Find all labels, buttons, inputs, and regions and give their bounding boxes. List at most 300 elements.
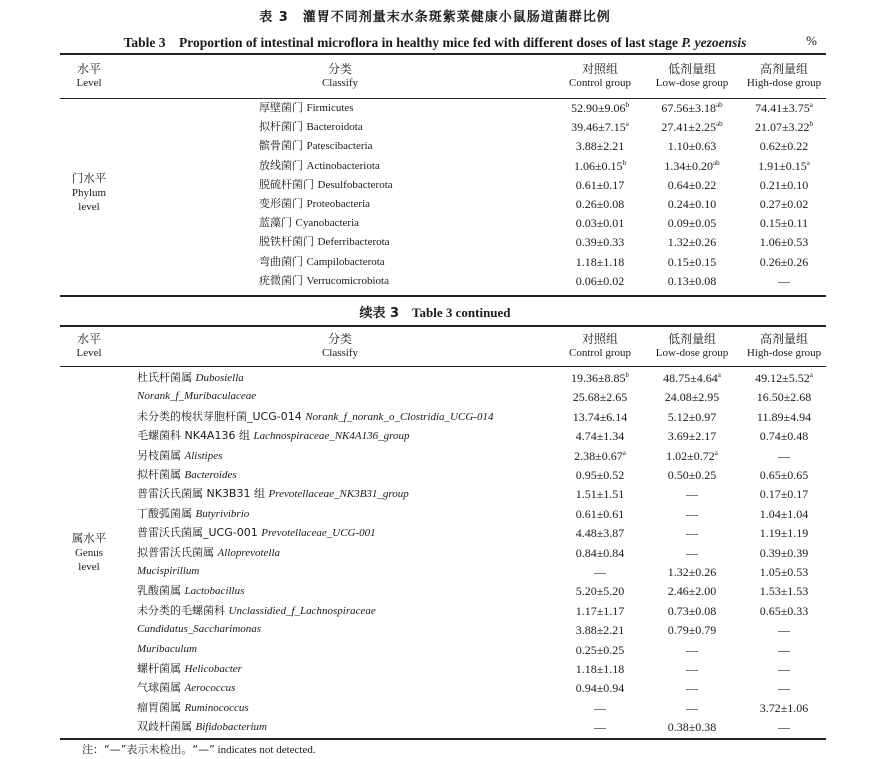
genus-high-6-value: 0.17±0.17	[759, 487, 809, 502]
continued-title-en: Table 3 continued	[412, 305, 511, 320]
genus-low-3	[647, 430, 737, 442]
genus-level-en2: level	[78, 561, 100, 573]
header-low	[647, 63, 737, 89]
phylum-control-3-significance: b	[622, 158, 627, 167]
genus-classify-latin-6: Prevotellaceae_NK3B31_group	[268, 488, 409, 501]
genus-high-1	[739, 391, 829, 403]
genus-high-12	[739, 605, 829, 617]
genus-control-6-value: 1.51±1.51	[575, 487, 625, 502]
genus-control-4	[557, 450, 643, 462]
header-high-cn: 高剂量组	[759, 62, 808, 76]
genus-classify-4	[137, 450, 222, 462]
phylum-high-3	[739, 160, 829, 172]
genus-low-4-significance: a	[714, 448, 718, 457]
phylum-control-3-value: 1.06±0.15	[573, 158, 623, 173]
continued-title-cn: 续表 3	[359, 306, 400, 321]
genus-classify-2	[137, 411, 493, 423]
continued-title	[0, 302, 870, 321]
genus-high-0	[739, 372, 829, 384]
phylum-classify-cn-4: 脱硫杆菌门	[259, 177, 318, 191]
genus-low-2-value: 5.12±0.97	[667, 409, 717, 424]
genus-low-13-value: 0.79±0.79	[667, 623, 717, 638]
phylum-low-1-value: 27.41±2.25	[661, 120, 716, 135]
genus-high-15-value: —	[778, 662, 790, 676]
genus-classify-3	[137, 430, 409, 442]
genus-low-15-value: —	[686, 662, 698, 676]
phylum-low-1	[647, 121, 737, 133]
header2-low	[647, 333, 737, 359]
genus-high-1-value: 16.50±2.68	[756, 390, 812, 405]
genus-classify-11	[137, 585, 244, 597]
genus-classify-14	[137, 644, 197, 655]
phylum-classify-8	[259, 256, 385, 268]
genus-classify-6	[137, 488, 409, 500]
genus-high-8-value: 1.19±1.19	[759, 526, 809, 541]
genus-control-7	[557, 508, 643, 520]
phylum-low-7-value: 1.32±0.26	[667, 235, 717, 250]
genus-low-1	[647, 391, 737, 403]
phylum-classify-0	[259, 102, 354, 114]
footnote-en: indicates not detected.	[214, 744, 316, 756]
phylum-low-6	[647, 217, 737, 229]
phylum-low-8-value: 0.15±0.15	[667, 254, 717, 269]
genus-classify-cn-0: 杜氏杆菌属	[137, 371, 196, 384]
phylum-high-0-value: 74.41±3.75	[755, 101, 810, 115]
genus-level-label	[58, 531, 120, 574]
phylum-control-1-significance: a	[625, 120, 629, 129]
genus-high-5	[739, 469, 829, 481]
genus-control-11	[557, 585, 643, 597]
genus-classify-latin-9: Alloprevotella	[217, 546, 281, 559]
genus-classify-cn-8: 普雷沃氏菌属_UCG-001	[137, 526, 262, 540]
genus-classify-cn-6: 普雷沃氏菌属 NK3B31 组	[137, 487, 269, 501]
header2-level-cn: 水平	[76, 332, 101, 346]
genus-high-7	[739, 508, 829, 520]
genus-control-3-value: 4.74±1.34	[575, 429, 625, 444]
phylum-level-en2: level	[78, 201, 100, 213]
genus-control-1-value: 25.68±2.65	[572, 390, 628, 405]
phylum-classify-cn-5: 变形菌门	[259, 197, 307, 210]
table-title-english-text: Table 3 Proportion of intestinal microflora in healthy mice fed with different doses of last stage	[123, 35, 682, 50]
genus-low-11	[647, 585, 737, 597]
genus-low-10-value: 1.32±0.26	[667, 565, 717, 579]
phylum-classify-latin-7: Deferribacterota	[317, 236, 390, 249]
phylum-control-1-value: 39.46±7.15	[571, 120, 626, 135]
phylum-low-9	[647, 275, 737, 287]
genus-low-4-value: 1.02±0.72	[666, 448, 715, 463]
genus-high-18-value: —	[778, 720, 790, 735]
phylum-control-1	[557, 121, 643, 133]
phylum-low-0-value: 67.56±3.18	[661, 101, 716, 115]
genus-classify-0	[137, 372, 244, 384]
genus-control-16-value: 0.94±0.94	[575, 681, 625, 696]
phylum-low-5	[647, 198, 737, 210]
phylum-classify-latin-6: Cyanobacteria	[295, 217, 360, 230]
genus-high-17-value: 3.72±1.06	[759, 700, 809, 715]
genus-high-7-value: 1.04±1.04	[759, 506, 809, 521]
genus-classify-latin-15: Helicobacter	[184, 663, 242, 675]
genus-classify-cn-5: 拟杆菌属	[137, 468, 185, 481]
unit-label: %	[806, 33, 817, 48]
table2-top-rule	[60, 325, 826, 327]
genus-high-17	[739, 702, 829, 714]
genus-control-5	[557, 469, 643, 481]
genus-high-0-value: 49.12±5.52	[755, 371, 810, 385]
phylum-classify-2	[259, 140, 372, 152]
genus-classify-16	[137, 682, 235, 694]
genus-high-16-value: —	[778, 681, 790, 696]
table-header-rule	[60, 98, 826, 99]
genus-classify-cn-17: 瘤胃菌属	[137, 700, 185, 714]
header2-low-cn: 低剂量组	[667, 332, 716, 346]
header2-classify-en: Classify	[321, 347, 359, 359]
genus-control-13-value: 3.88±2.21	[575, 623, 625, 638]
phylum-high-0	[739, 102, 829, 114]
genus-high-16	[739, 682, 829, 694]
phylum-classify-latin-0: Firmicutes	[306, 102, 354, 114]
genus-classify-17	[137, 702, 249, 714]
phylum-classify-1	[259, 121, 363, 133]
genus-low-17-value: —	[686, 700, 698, 715]
genus-classify-latin-12: Unclassidied_f_Lachnospiraceae	[228, 604, 376, 617]
genus-low-12-value: 0.73±0.08	[667, 603, 717, 618]
phylum-classify-3	[259, 160, 380, 172]
header2-level-en: Level	[76, 347, 102, 359]
genus-classify-8	[137, 527, 376, 539]
genus-control-6	[557, 488, 643, 500]
genus-classify-latin-2: Norank_f_norank_o_Clostridia_UCG-014	[305, 410, 494, 423]
genus-low-14	[647, 644, 737, 656]
phylum-classify-latin-2: Patescibacteria	[306, 140, 373, 153]
genus-control-13	[557, 624, 643, 636]
phylum-high-2-value: 0.62±0.22	[759, 139, 809, 154]
genus-control-9	[557, 547, 643, 559]
phylum-classify-5	[259, 198, 370, 210]
genus-control-3	[557, 430, 643, 442]
genus-level-en1: Genus	[74, 547, 104, 559]
table-title-chinese: 表 3 灌胃不同剂量末水条斑紫菜健康小鼠肠道菌群比例	[259, 10, 611, 25]
header2-high-en: High-dose group	[746, 347, 822, 359]
phylum-control-6-value: 0.03±0.01	[575, 216, 625, 231]
genus-control-8	[557, 527, 643, 539]
phylum-level-en1: Phylum	[71, 187, 107, 199]
genus-control-1	[557, 391, 643, 403]
genus-classify-latin-4: Alistipes	[184, 449, 223, 462]
phylum-classify-latin-1: Bacteroidota	[306, 121, 363, 134]
header-level-en: Level	[76, 77, 102, 89]
genus-low-18-value: 0.38±0.38	[667, 720, 717, 735]
genus-low-16-value: —	[686, 681, 698, 696]
phylum-classify-cn-8: 弯曲菌门	[259, 254, 307, 268]
phylum-low-8	[647, 256, 737, 268]
genus-high-8	[739, 527, 829, 539]
phylum-high-8	[739, 256, 829, 268]
phylum-control-4	[557, 179, 643, 191]
header-control-cn: 对照组	[581, 62, 618, 76]
phylum-control-0-significance: b	[625, 101, 630, 109]
header2-classify-cn: 分类	[327, 332, 352, 346]
phylum-high-2	[739, 140, 829, 152]
phylum-control-8-value: 1.18±1.18	[575, 254, 625, 269]
phylum-low-5-value: 0.24±0.10	[667, 197, 717, 211]
genus-control-0	[557, 372, 643, 384]
genus-level-cn: 属水平	[71, 531, 107, 545]
phylum-high-4	[739, 179, 829, 191]
genus-classify-cn-7: 丁酸弧菌属	[137, 506, 196, 520]
phylum-high-1-significance: b	[809, 120, 814, 129]
genus-low-8-value: —	[686, 526, 698, 541]
phylum-high-5-value: 0.27±0.02	[759, 197, 809, 211]
table-title-english	[0, 31, 870, 51]
phylum-low-4-value: 0.64±0.22	[667, 177, 717, 192]
genus-low-4	[647, 450, 737, 462]
genus-control-18	[557, 721, 643, 733]
phylum-classify-cn-0: 厚壁菌门	[259, 101, 307, 114]
genus-low-0-value: 48.75±4.64	[663, 371, 718, 385]
genus-control-10	[557, 566, 643, 578]
genus-control-7-value: 0.61±0.61	[575, 506, 625, 521]
genus-classify-13	[137, 624, 261, 635]
genus-low-5	[647, 469, 737, 481]
genus-low-6-value: —	[686, 487, 698, 502]
genus-control-16	[557, 682, 643, 694]
genus-high-13	[739, 624, 829, 636]
phylum-high-6-value: 0.15±0.11	[759, 216, 809, 231]
genus-classify-latin-13: Candidatus_Saccharimonas	[137, 623, 262, 636]
genus-low-2	[647, 411, 737, 423]
phylum-low-0-significance: ab	[715, 101, 723, 109]
genus-high-18	[739, 721, 829, 733]
genus-control-5-value: 0.95±0.52	[575, 468, 625, 482]
phylum-classify-latin-4: Desulfobacterota	[317, 178, 393, 191]
phylum-control-0	[557, 102, 643, 114]
genus-classify-latin-18: Bifidobacterium	[195, 721, 267, 734]
genus-classify-cn-9: 拟普雷沃氏菌属	[137, 545, 218, 559]
genus-low-7	[647, 508, 737, 520]
phylum-low-3	[647, 160, 737, 172]
header-level	[58, 63, 120, 89]
genus-high-14-value: —	[778, 642, 790, 657]
header-classify-cn: 分类	[327, 62, 352, 76]
phylum-high-9-value: —	[778, 273, 790, 288]
phylum-low-2	[647, 140, 737, 152]
phylum-classify-latin-9: Verrucomicrobiota	[306, 274, 389, 287]
header-high-en: High-dose group	[746, 77, 822, 89]
genus-classify-cn-3: 毛螺菌科 NK4A136 组	[137, 429, 254, 443]
genus-control-4-significance: a	[622, 448, 626, 457]
genus-high-9	[739, 547, 829, 559]
phylum-control-5	[557, 198, 643, 210]
phylum-classify-cn-9: 疣微菌门	[259, 273, 307, 287]
header-control-en: Control group	[568, 77, 632, 89]
phylum-low-3-value: 1.34±0.20	[664, 158, 713, 173]
genus-high-11	[739, 585, 829, 597]
genus-classify-latin-14: Muribaculum	[137, 642, 197, 655]
header2-level	[58, 333, 120, 359]
header2-high-cn: 高剂量组	[759, 332, 808, 346]
genus-classify-latin-3: Lachnospiraceae_NK4A136_group	[253, 430, 410, 443]
genus-control-9-value: 0.84±0.84	[575, 545, 625, 560]
genus-classify-latin-8: Prevotellaceae_UCG-001	[261, 527, 376, 540]
genus-control-11-value: 5.20±5.20	[575, 584, 625, 599]
phylum-control-2	[557, 140, 643, 152]
header-low-en: Low-dose group	[655, 77, 729, 89]
genus-control-10-value: —	[594, 565, 606, 579]
phylum-high-7	[739, 236, 829, 248]
genus-low-15	[647, 663, 737, 675]
genus-high-4	[739, 450, 829, 462]
phylum-control-4-value: 0.61±0.17	[575, 177, 625, 192]
header-classify-en: Classify	[321, 77, 359, 89]
genus-high-2	[739, 411, 829, 423]
phylum-low-4	[647, 179, 737, 191]
header-high	[739, 63, 829, 89]
genus-low-17	[647, 702, 737, 714]
header2-low-en: Low-dose group	[655, 347, 729, 359]
genus-control-0-significance: b	[625, 371, 630, 379]
genus-low-9	[647, 547, 737, 559]
phylum-level-label	[58, 171, 120, 214]
phylum-low-0	[647, 102, 737, 114]
genus-high-2-value: 11.89±4.94	[756, 409, 812, 424]
genus-classify-5	[137, 469, 237, 481]
phylum-classify-latin-5: Proteobacteria	[306, 198, 371, 210]
genus-low-7-value: —	[686, 506, 698, 521]
genus-control-18-value: —	[594, 720, 606, 735]
phylum-classify-cn-1: 拟杆菌门	[259, 120, 307, 134]
phylum-high-9	[739, 275, 829, 287]
header2-control-en: Control group	[568, 347, 632, 359]
table-top-rule	[60, 53, 826, 55]
genus-control-4-value: 2.38±0.67	[574, 448, 623, 463]
phylum-classify-latin-8: Campilobacterota	[306, 255, 385, 268]
phylum-control-7-value: 0.39±0.33	[575, 235, 625, 250]
phylum-control-7	[557, 236, 643, 248]
genus-classify-cn-2: 未分类的梭状芽胞杆菌_UCG-014	[137, 409, 306, 423]
phylum-high-6	[739, 217, 829, 229]
genus-control-15-value: 1.18±1.18	[575, 662, 625, 676]
genus-classify-cn-16: 气球菌属	[137, 681, 185, 695]
phylum-high-1	[739, 121, 829, 133]
genus-control-12-value: 1.17±1.17	[575, 603, 625, 618]
genus-classify-cn-12: 未分类的毛螺菌科	[137, 603, 229, 617]
header2-high	[739, 333, 829, 359]
genus-classify-latin-5: Bacteroides	[184, 469, 237, 481]
genus-control-12	[557, 605, 643, 617]
genus-classify-1	[137, 391, 256, 402]
phylum-classify-6	[259, 217, 359, 229]
table-bottom-rule	[60, 295, 826, 297]
phylum-classify-4	[259, 179, 393, 191]
phylum-low-2-value: 1.10±0.63	[667, 139, 717, 154]
header2-control	[557, 333, 643, 359]
genus-classify-cn-18: 双歧杆菌属	[137, 720, 196, 734]
genus-low-5-value: 0.50±0.25	[667, 468, 717, 482]
genus-classify-9	[137, 547, 280, 559]
header-low-cn: 低剂量组	[667, 62, 716, 76]
genus-high-3	[739, 430, 829, 442]
genus-low-6	[647, 488, 737, 500]
phylum-low-6-value: 0.09±0.05	[667, 216, 717, 231]
genus-high-13-value: —	[778, 623, 790, 638]
table-footnote	[82, 741, 316, 757]
genus-classify-18	[137, 721, 267, 733]
phylum-high-7-value: 1.06±0.53	[759, 235, 809, 250]
phylum-control-6	[557, 217, 643, 229]
genus-low-0	[647, 372, 737, 384]
phylum-high-3-value: 1.91±0.15	[758, 158, 807, 173]
phylum-classify-cn-2: 髌骨菌门	[259, 139, 307, 153]
genus-control-14-value: 0.25±0.25	[575, 642, 625, 657]
genus-high-3-value: 0.74±0.48	[759, 429, 809, 444]
phylum-low-7	[647, 236, 737, 248]
genus-classify-latin-10: Mucispirillum	[137, 565, 200, 577]
genus-control-0-value: 19.36±8.85	[570, 371, 626, 385]
phylum-level-cn: 门水平	[71, 171, 107, 185]
genus-high-6	[739, 488, 829, 500]
phylum-classify-9	[259, 275, 389, 287]
genus-low-12	[647, 605, 737, 617]
genus-control-15	[557, 663, 643, 675]
genus-low-3-value: 3.69±2.17	[667, 429, 717, 444]
phylum-high-8-value: 0.26±0.26	[759, 254, 809, 269]
genus-high-11-value: 1.53±1.53	[759, 584, 809, 599]
genus-classify-latin-0: Dubosiella	[195, 372, 244, 384]
phylum-control-8	[557, 256, 643, 268]
genus-classify-10	[137, 566, 199, 577]
genus-classify-latin-1: Norank_f_Muribaculaceae	[137, 390, 257, 403]
genus-classify-latin-7: Butyrivibrio	[195, 507, 250, 520]
phylum-classify-cn-7: 脱铁杆菌门	[259, 235, 318, 249]
genus-classify-12	[137, 605, 376, 617]
genus-high-15	[739, 663, 829, 675]
genus-classify-latin-17: Ruminococcus	[184, 701, 249, 714]
genus-high-9-value: 0.39±0.39	[759, 545, 809, 560]
genus-classify-cn-11: 乳酸菌属	[137, 584, 185, 598]
genus-low-11-value: 2.46±2.00	[667, 584, 717, 599]
genus-classify-cn-4: 另枝菌属	[137, 448, 185, 462]
genus-control-2	[557, 411, 643, 423]
genus-low-9-value: —	[686, 545, 698, 560]
genus-control-17-value: —	[594, 700, 606, 715]
genus-low-13	[647, 624, 737, 636]
phylum-control-3	[557, 160, 643, 172]
phylum-control-5-value: 0.26±0.08	[575, 197, 625, 211]
header2-classify	[280, 333, 400, 359]
header-classify	[280, 63, 400, 89]
genus-low-14-value: —	[686, 642, 698, 657]
phylum-high-5	[739, 198, 829, 210]
genus-control-14	[557, 644, 643, 656]
phylum-classify-cn-3: 放线菌门	[259, 158, 307, 172]
genus-high-5-value: 0.65±0.65	[759, 468, 809, 482]
genus-control-8-value: 4.48±3.87	[575, 526, 625, 541]
footnote-cn: 注：“—”表示未检出。“—”	[82, 743, 215, 756]
genus-low-18	[647, 721, 737, 733]
phylum-control-0-value: 52.90±9.06	[570, 101, 626, 115]
phylum-control-2-value: 3.88±2.21	[575, 139, 625, 154]
genus-high-10	[739, 566, 829, 578]
phylum-control-9-value: 0.06±0.02	[575, 273, 625, 288]
phylum-low-9-value: 0.13±0.08	[667, 273, 717, 288]
table2-bottom-rule	[60, 738, 826, 740]
genus-classify-15	[137, 663, 242, 675]
genus-low-10	[647, 566, 737, 578]
phylum-classify-latin-3: Actinobacteriota	[306, 159, 380, 172]
phylum-high-3-significance: a	[806, 158, 810, 167]
genus-high-0-significance: a	[809, 371, 813, 379]
phylum-high-4-value: 0.21±0.10	[759, 177, 809, 192]
